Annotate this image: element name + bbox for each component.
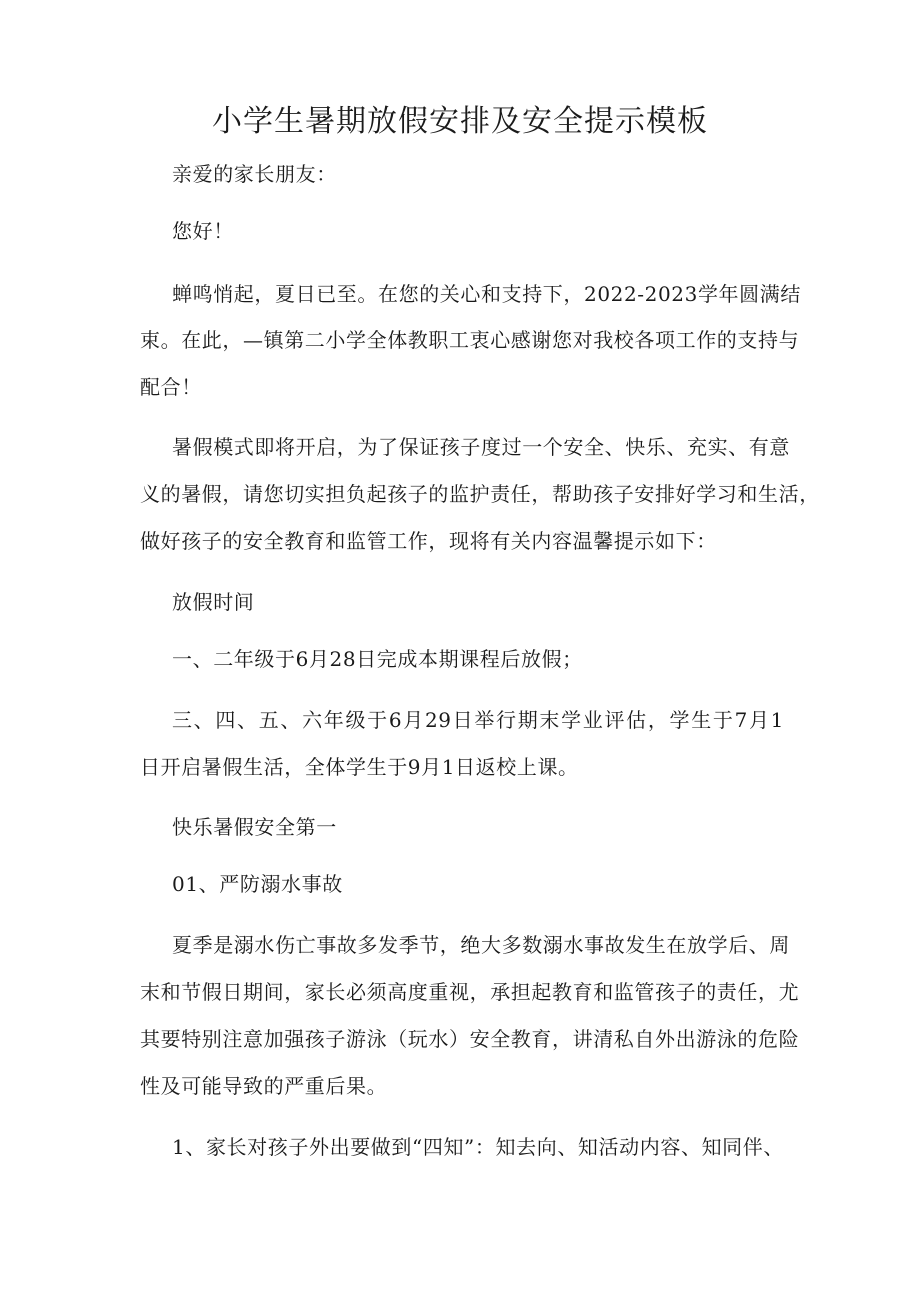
paragraph-2-line-2: 义的暑假，请您切实担负起孩子的监护责任，帮助孩子安排好学习和生活， bbox=[140, 482, 820, 506]
paragraph-3-line-1: 夏季是溺水伤亡事故多发季节，绝大多数溺水事故发生在放学后、周 bbox=[172, 933, 790, 957]
paragraph-1-line-3: 配合！ bbox=[140, 375, 202, 399]
subsection-drowning-heading: 01、严防溺水事故 bbox=[172, 872, 343, 896]
section-holiday-heading: 放假时间 bbox=[172, 590, 255, 614]
salutation: 亲爱的家长朋友： bbox=[172, 162, 337, 186]
paragraph-1-line-1: 蝉鸣悄起，夏日已至。在您的关心和支持下，2022-2023学年圆满结 bbox=[172, 282, 801, 306]
paragraph-2-line-1: 暑假模式即将开启，为了保证孩子度过一个安全、快乐、充实、有意 bbox=[172, 435, 790, 459]
greeting: 您好！ bbox=[172, 219, 234, 243]
item-1-line-1: 1、家长对孩子外出要做到“四知”：知去向、知活动内容、知同伴、 bbox=[172, 1135, 784, 1159]
document-title: 小学生暑期放假安排及安全提示模板 bbox=[212, 104, 708, 139]
paragraph-3-line-4: 性及可能导致的严重后果。 bbox=[140, 1074, 388, 1098]
paragraph-1-line-2: 束。在此，—镇第二小学全体教职工衷心感谢您对我校各项工作的支持与 bbox=[140, 328, 800, 352]
paragraph-3-line-3: 其要特别注意加强孩子游泳（玩水）安全教育，讲清私自外出游泳的危险 bbox=[140, 1027, 800, 1051]
holiday-item-1: 一、二年级于6月28日完成本期课程后放假； bbox=[172, 647, 583, 671]
section-safety-heading: 快乐暑假安全第一 bbox=[172, 815, 337, 839]
holiday-item-2-line-1: 三、四、五、六年级于6月29日举行期末学业评估，学生于7月1 bbox=[172, 708, 784, 732]
paragraph-2-line-3: 做好孩子的安全教育和监管工作，现将有关内容温馨提示如下： bbox=[140, 529, 717, 553]
holiday-item-2-line-2: 日开启暑假生活，全体学生于9月1日返校上课。 bbox=[140, 755, 579, 779]
paragraph-3-line-2: 末和节假日期间，家长必须高度重视，承担起教育和监管孩子的责任，尤 bbox=[140, 980, 800, 1004]
